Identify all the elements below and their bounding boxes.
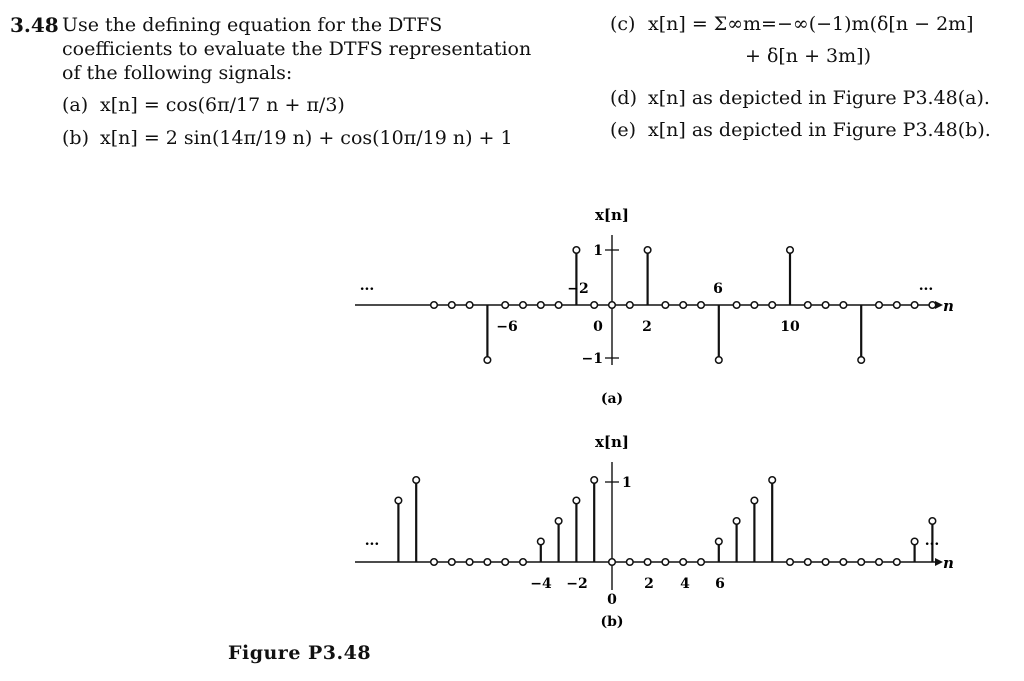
plot-b-stem-point xyxy=(538,538,545,545)
plot-b-x-axis-arrow xyxy=(935,558,943,566)
plot-a-stem-point xyxy=(520,302,527,309)
plot-b-stem-point xyxy=(840,559,847,566)
plot-b-y-axis-label: x[n] xyxy=(594,433,630,451)
plot-a-stem-point xyxy=(662,302,669,309)
plot-b-stem-point xyxy=(911,538,918,545)
part-e-text: x[n] as depicted in Figure P3.48(b). xyxy=(648,119,991,141)
plot-b-stem-point xyxy=(858,559,865,566)
plot-a-stem-point xyxy=(627,302,634,309)
plot-b-x-tick-label: 0 xyxy=(607,592,617,608)
plot-a-x-tick-label: 0 xyxy=(593,319,603,335)
plot-b-stem-point xyxy=(413,477,420,484)
part-c-continuation: + δ[n + 3m]) xyxy=(745,45,871,67)
part-a-label: (a) xyxy=(62,94,89,116)
plot-b-stem-point xyxy=(627,559,634,566)
plot-a-stem-point xyxy=(680,302,687,309)
plot-b-caption: (b) xyxy=(600,614,624,630)
plot-a-stem-point xyxy=(751,302,758,309)
plot-a-stem-point xyxy=(858,357,865,364)
plot-a-x-axis-label: n xyxy=(943,297,954,315)
plot-a-stem-point xyxy=(431,302,438,309)
plot-a-x-tick-label: 10 xyxy=(780,319,800,335)
part-c-label: (c) xyxy=(610,13,636,35)
plot-b-stem-point xyxy=(466,559,473,566)
plot-a-ellipsis-left: ... xyxy=(359,278,375,294)
part-d-label: (d) xyxy=(610,87,637,109)
plot-b-ellipsis-right: ... xyxy=(924,533,940,549)
part-e-label: (e) xyxy=(610,119,637,141)
figure-caption: Figure P3.48 xyxy=(228,642,372,664)
plot-a-y-axis-label: x[n] xyxy=(594,206,630,224)
plot-a-stem-point xyxy=(733,302,740,309)
problem-number: 3.48 xyxy=(10,13,59,37)
plot-a-y-tick-label: 1 xyxy=(593,243,603,259)
plot-a-stem-point xyxy=(484,357,491,364)
plot-b-stem-point xyxy=(609,559,616,566)
plot-a-x-tick-label: 6 xyxy=(713,281,723,297)
plot-b-stem-point xyxy=(555,518,562,525)
plot-a-stem-point xyxy=(876,302,883,309)
plot-a-stem-point xyxy=(805,302,812,309)
plot-b-stem-point xyxy=(876,559,883,566)
plot-b-x-tick-label: 6 xyxy=(715,576,725,592)
plot-b-stem-point xyxy=(822,559,829,566)
plot-a-stem-point xyxy=(591,302,598,309)
plot-b-x-tick-label: −4 xyxy=(530,576,552,592)
plot-b-stem-point xyxy=(805,559,812,566)
plot-b-stem-point xyxy=(484,559,491,566)
part-b-label: (b) xyxy=(62,127,89,149)
plot-b-x-tick-label: 4 xyxy=(680,576,690,592)
plot-b-stem-point xyxy=(395,497,402,504)
plot-a-stem-point xyxy=(911,302,918,309)
plot-b-stem-point xyxy=(751,497,758,504)
plot-b-stem-point xyxy=(591,477,598,484)
plot-a-stem-point xyxy=(466,302,473,309)
plot-a-stem-point xyxy=(840,302,847,309)
plot-a-stem-point xyxy=(449,302,456,309)
plot-b-stem-point xyxy=(520,559,527,566)
plot-b-stem-point xyxy=(787,559,794,566)
plot-b-stem-point xyxy=(431,559,438,566)
part-d-text: x[n] as depicted in Figure P3.48(a). xyxy=(648,87,990,109)
plot-a-stem-point xyxy=(538,302,545,309)
plot-b-stem-point xyxy=(502,559,509,566)
plot-a-ellipsis-right: ... xyxy=(918,278,934,294)
plot-a-stem-point xyxy=(769,302,776,309)
part-b-equation: x[n] = 2 sin(14π/19 n) + cos(10π/19 n) + 1 xyxy=(100,127,513,149)
plot-b-stem-point xyxy=(716,538,723,545)
plot-a-x-tick-label: −6 xyxy=(496,319,518,335)
plot-a-stem-point xyxy=(822,302,829,309)
plot-a-stem-point xyxy=(894,302,901,309)
plot-b-stem-point xyxy=(929,518,936,525)
plot-b-ellipsis-left: ... xyxy=(364,533,380,549)
plot-b-stem-point xyxy=(573,497,580,504)
plot-a-stem-point xyxy=(698,302,705,309)
plot-a-stem-point xyxy=(609,302,616,309)
plot-b-stem-point xyxy=(769,477,776,484)
plot-a-caption: (a) xyxy=(600,391,624,407)
plot-a-stem-point xyxy=(644,247,651,254)
plot-b-x-tick-label: 2 xyxy=(644,576,654,592)
plot-b-x-axis-label: n xyxy=(943,554,954,572)
plot-a-stem-point xyxy=(929,302,936,309)
plot-b-stem-point xyxy=(662,559,669,566)
part-a-equation: x[n] = cos(6π/17 n + π/3) xyxy=(100,94,345,116)
plot-a-x-tick-label: −2 xyxy=(567,281,589,297)
plot-b-x-tick-label: −2 xyxy=(566,576,588,592)
part-c-equation: x[n] = Σ∞m=−∞(−1)m(δ[n − 2m] xyxy=(648,13,974,35)
plot-a-y-tick-label: −1 xyxy=(581,351,603,367)
plot-b-stem-point xyxy=(680,559,687,566)
plot-b-stem-point xyxy=(698,559,705,566)
plot-a-stem-point xyxy=(502,302,509,309)
plot-b-stem-point xyxy=(449,559,456,566)
plot-a-stem-point xyxy=(555,302,562,309)
plot-b-stem-point xyxy=(733,518,740,525)
plot-a-stem-point xyxy=(716,357,723,364)
plot-a-stem-point xyxy=(787,247,794,254)
plot-b-stem-point xyxy=(894,559,901,566)
plot-b-y-tick-label: 1 xyxy=(622,475,632,491)
plot-a-stem-point xyxy=(573,247,580,254)
problem-intro: Use the defining equation for the DTFS coefficients to evaluate the DTFS representation of the following signals: xyxy=(62,14,532,84)
plot-a-x-tick-label: 2 xyxy=(642,319,652,335)
plot-b-stem-point xyxy=(644,559,651,566)
